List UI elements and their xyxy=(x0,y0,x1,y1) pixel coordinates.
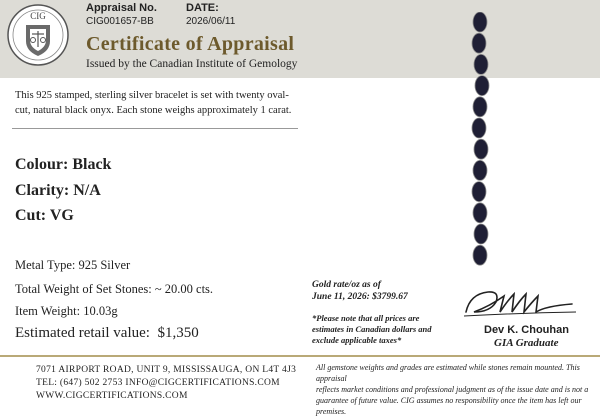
footer-address: 7071 AIRPORT ROAD, UNIT 9, MISSISSAUGA, ON L4T 4J3 xyxy=(36,365,297,375)
footer-rule xyxy=(0,355,600,357)
seal-text: CIG xyxy=(30,11,46,21)
clarity-spec: Clarity: N/A xyxy=(15,182,101,199)
disclaimer-line: guarantee of future value. CIG assumes no responsibility once the item has left our premises. xyxy=(316,396,582,416)
onyx-stone xyxy=(474,54,488,74)
onyx-stone xyxy=(473,97,487,117)
onyx-stone xyxy=(473,245,487,265)
appraisal-number-value: CIG001657-BB xyxy=(86,16,154,27)
description-line: This 925 stamped, sterling silver bracelet is set with twenty oval- xyxy=(15,90,289,101)
item-description xyxy=(15,88,305,118)
estimated-retail-value xyxy=(15,325,199,342)
onyx-stone xyxy=(473,12,487,32)
onyx-stone xyxy=(473,203,487,223)
cig-seal-logo xyxy=(6,3,70,67)
estimated-value-label: Estimated retail value: xyxy=(15,325,150,341)
onyx-stone xyxy=(472,182,486,202)
certificate-subtitle: Issued by the Canadian Institute of Gemology xyxy=(86,58,298,70)
total-stone-weight: Total Weight of Set Stones: ~ 20.00 cts. xyxy=(15,282,214,296)
signer-name: Dev K. Chouhan xyxy=(484,324,569,336)
footer-website: WWW.CIGCERTIFICATIONS.COM xyxy=(36,391,188,401)
disclaimer-line: reflects market conditions and professional judgment as of the issue date and is not a xyxy=(316,385,589,394)
certificate-title: Certificate of Appraisal xyxy=(86,33,295,55)
footer-contact: TEL: (647) 502 2753 INFO@CIGCERTIFICATIONS.COM xyxy=(36,378,280,388)
bracelet-photo xyxy=(430,12,530,270)
cut-spec: Cut: VG xyxy=(15,207,74,224)
note-line: exclude applicable taxes* xyxy=(312,335,402,345)
date-value: 2026/06/11 xyxy=(186,16,236,27)
gold-rate-label: Gold rate/oz as of xyxy=(312,280,381,290)
colour-spec: Colour: Black xyxy=(15,156,112,173)
onyx-stone xyxy=(474,224,488,244)
divider xyxy=(12,128,298,129)
estimated-value-amount: $1,350 xyxy=(157,325,199,341)
gold-rate-value: June 11, 2026: $3799.67 xyxy=(312,292,408,302)
date-label: DATE: xyxy=(186,2,219,14)
signer-title: GIA Graduate xyxy=(494,337,559,349)
description-line: cut, natural black onyx. Each stone weighs approximately 1 carat. xyxy=(15,105,292,116)
price-note xyxy=(312,313,470,346)
onyx-stone xyxy=(475,76,489,96)
gold-rate xyxy=(312,279,408,303)
onyx-stone xyxy=(473,160,487,180)
disclaimer-line: All gemstone weights and grades are estimated while stones remain mounted. This appraisal xyxy=(316,363,580,383)
appraisal-number-label: Appraisal No. xyxy=(86,2,157,14)
note-line: estimates in Canadian dollars and xyxy=(312,324,432,334)
metal-type: Metal Type: 925 Silver xyxy=(15,258,131,272)
note-line: *Please note that all prices are xyxy=(312,313,420,323)
onyx-stone xyxy=(472,118,486,138)
onyx-stone xyxy=(472,33,486,53)
onyx-stone xyxy=(474,139,488,159)
handwritten-signature xyxy=(460,282,580,322)
item-weight: Item Weight: 10.03g xyxy=(15,304,118,318)
